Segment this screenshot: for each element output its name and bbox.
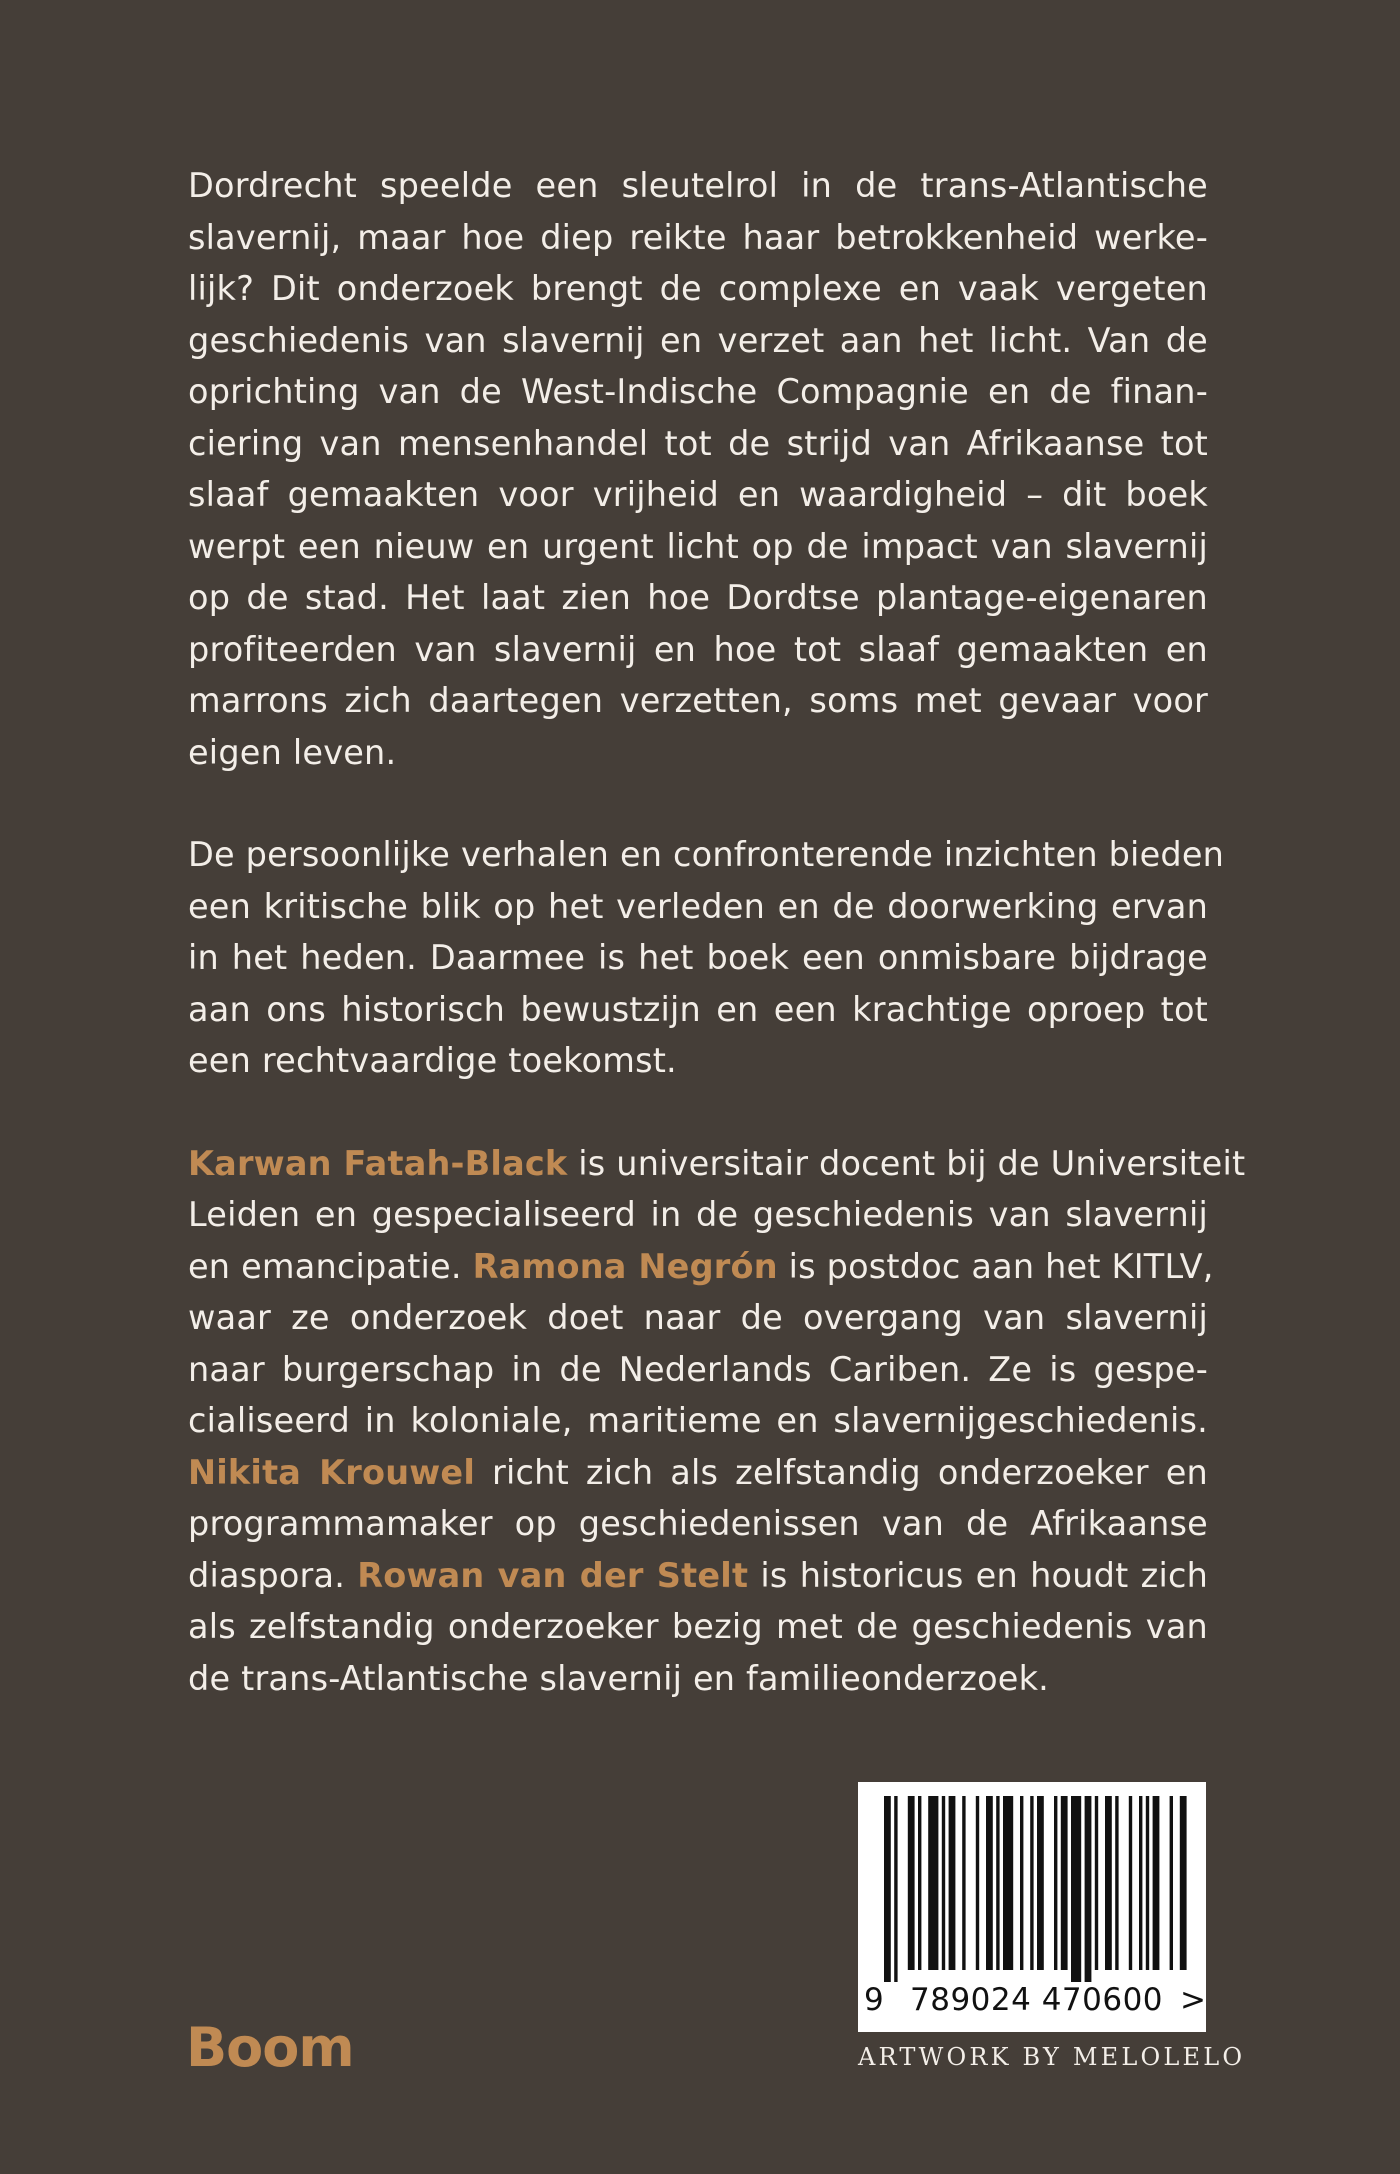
barcode-bar [976, 1796, 979, 1970]
blurb [188, 160, 1246, 1755]
barcode-bar [1061, 1796, 1068, 1970]
barcode-bar [1115, 1796, 1118, 1970]
barcode-bar [1003, 1796, 1013, 1970]
paragraph-insights [188, 829, 1225, 1087]
barcode-bar [928, 1796, 938, 1970]
barcode-bar [1020, 1796, 1023, 1970]
author-name: Karwan Fatah-Black [188, 1143, 568, 1183]
text-line: aan ons historisch bewustzijn en een krachtige oproep tot [188, 989, 1208, 1029]
bio-line: en emancipatie. Ramona Negrón is postdoc aan het KITLV, [188, 1246, 1214, 1286]
isbn-lead-digit: 9 [864, 1982, 884, 2018]
bio-line: de trans-Atlantische slavernij en familieonderzoek. [188, 1658, 1050, 1698]
barcode-bar [996, 1796, 999, 1970]
text-line: Dordrecht speelde een sleutelrol in de trans-Atlantische [188, 166, 1208, 205]
author-name: Rowan van der Stelt [357, 1555, 749, 1595]
publisher-logo: Boom [186, 2016, 354, 2079]
text-line: oprichting van de West-Indische Compagnie en de finan- [188, 372, 1208, 411]
isbn-quiet-zone-mark: > [1180, 1982, 1206, 2018]
text-line: marrons zich daartegen verzetten, soms met gevaar voor [188, 681, 1208, 720]
text-line: in het heden. Daarmee is het boek een onmisbare bijdrage [188, 938, 1208, 977]
barcode-bar [1085, 1796, 1092, 1982]
text-line: profiteerden van slavernij en hoe tot slaaf gemaakten en [188, 629, 1208, 669]
text-line: slaaf gemaakten voor vrijheid en waardigheid – dit boek [188, 475, 1208, 514]
bio-line: cialiseerd in koloniale, maritieme en slavernijgeschiedenis. [188, 1401, 1208, 1440]
barcode-bar [1139, 1796, 1142, 1970]
barcode-bar [986, 1796, 993, 1970]
text-line: werpt een nieuw en urgent licht op de impact van slavernij [188, 526, 1208, 566]
barcode-bar [1095, 1796, 1098, 1970]
barcode-bars [858, 1782, 1206, 1982]
barcode-bar [1170, 1796, 1173, 1970]
barcode-bar [918, 1796, 921, 1970]
barcode-bar [962, 1796, 965, 1970]
text-line: een kritische blik op het verleden en de doorwerking ervan [188, 886, 1208, 926]
bio-line: naar burgerschap in de Nederlands Cariben. Ze is gespe- [188, 1349, 1208, 1389]
isbn-number [858, 1982, 1206, 2022]
isbn-digits: 789024 470600 [910, 1982, 1164, 2018]
text-line: een rechtvaardige toekomst. [188, 1041, 677, 1080]
barcode-bar [1146, 1796, 1149, 1970]
text-line: ciering van mensenhandel tot de strijd van Afrikaanse tot [188, 423, 1208, 463]
bio-line: Leiden en gespecialiseerd in de geschiedenis van slavernij [188, 1195, 1208, 1234]
bio-line: als zelfstandig onderzoeker bezig met de geschiedenis van [188, 1607, 1208, 1646]
text-line: geschiedenis van slavernij en verzet aan het licht. Van de [188, 320, 1208, 360]
barcode-bar [1153, 1796, 1160, 1970]
barcode-bar [894, 1796, 897, 1982]
isbn-barcode [858, 1782, 1206, 2032]
barcode-bar [1030, 1796, 1033, 1970]
paragraph-intro [188, 160, 1208, 778]
barcode-bar [1129, 1796, 1132, 1970]
text-line: De persoonlijke verhalen en confronterende inzichten bieden [188, 835, 1225, 874]
barcode-bar [949, 1796, 956, 1970]
barcode-bar [1071, 1796, 1081, 1982]
barcode-bar [1037, 1796, 1044, 1970]
bio-line: programmamaker op geschiedenissen van de Afrikaanse [188, 1504, 1208, 1543]
bio-line: Karwan Fatah-Black is universitair docent bij de Universiteit [188, 1143, 1246, 1183]
barcode-bar [884, 1796, 891, 1982]
text-line: slavernij, maar hoe diep reikte haar betrokkenheid werke- [188, 217, 1208, 257]
barcode-bar [1054, 1796, 1057, 1970]
bio-line: diaspora. Rowan van der Stelt is historicus en houdt zich [188, 1555, 1209, 1595]
artwork-credit: ARTWORK BY MELOLELO [858, 2043, 1246, 2071]
barcode-bar [1180, 1796, 1187, 1970]
barcode-bar [908, 1796, 915, 1970]
paragraph-authors-bio [188, 1138, 1246, 1705]
author-name: Nikita Krouwel [188, 1452, 476, 1492]
text-line: eigen leven. [188, 732, 397, 772]
text-line: op de stad. Het laat zien hoe Dordtse plantage-eigenaren [188, 578, 1208, 617]
barcode-bar [942, 1796, 945, 1970]
barcode-bar [1105, 1796, 1112, 1970]
author-name: Ramona Negrón [472, 1246, 778, 1286]
bio-line: Nikita Krouwel richt zich als zelfstandig onderzoeker en [188, 1452, 1208, 1492]
text-line: lijk? Dit onderzoek brengt de complexe en vaak vergeten [188, 269, 1208, 308]
bio-line: waar ze onderzoek doet naar de overgang van slavernij [188, 1298, 1208, 1337]
